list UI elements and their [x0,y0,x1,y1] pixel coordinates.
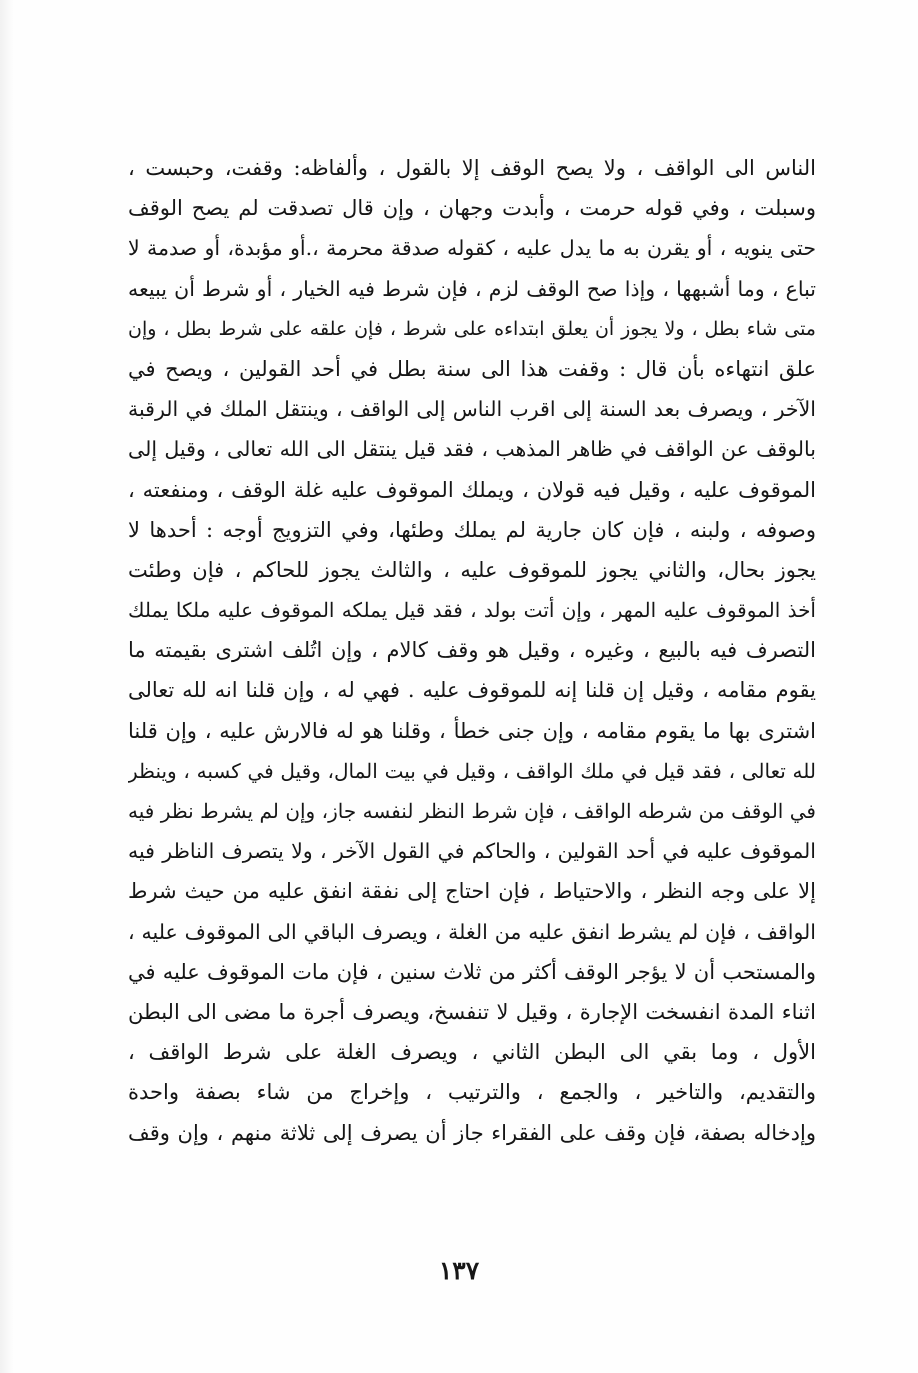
text-line: يقوم مقامه ، وقيل إن قلنا إنه للموقوف عليه . فهي له ، وإن قلنا انه لله تعالى [128,678,816,703]
text-line: اشترى بها ما يقوم مقامه ، وإن جنى خطأ ، وقلنا هو له فالارش عليه ، وإن قلنا [128,718,816,743]
text-line: أخذ الموقوف عليه المهر ، وإن أتت بولد ، فقد قيل يملكه الموقوف عليه ملكا يملك [128,598,816,623]
body-text [128,148,816,1153]
text-line: الموقوف عليه ، وقيل فيه قولان ، ويملك الموقوف عليه غلة الوقف ، ومنفعته ، [128,477,816,502]
page-edge-shadow [0,0,14,1373]
page-number: ١٣٧ [438,1256,480,1285]
text-line: الموقوف عليه في أحد القولين ، والحاكم في القول الآخر ، ولا يتصرف الناظر فيه [128,839,816,864]
text-line: حتى ينويه ، أو يقرن به ما يدل عليه ، كقوله صدقة محرمة ،.أو مؤبدة، أو صدمة لا [128,236,816,261]
text-line: الناس الى الواقف ، ولا يصح الوقف إلا بالقول ، وألفاظه: وقفت، وحبست ، [128,156,816,180]
text-line: التصرف فيه بالبيع ، وغيره ، وقيل هو وقف كالام ، وإن اتُلف اشترى بقيمته ما [128,638,816,663]
text-line: يجوز بحال، والثاني يجوز للموقوف عليه ، والثالث يجوز للحاكم ، فإن وطئت [128,557,816,582]
text-line: الأول ، وما بقي الى البطن الثاني ، ويصرف الغلة على شرط الواقف ، [128,1040,816,1065]
text-line: تباع ، وما أشبهها ، وإذا صح الوقف لزم ، فإن شرط فيه الخيار ، أو شرط أن يبيعه [128,276,816,301]
text-line: متى شاء بطل ، ولا يجوز أن يعلق ابتداءه على شرط ، فإن علقه على شرط بطل ، وإن [128,317,816,340]
text-line: علق انتهاءه بأن قال : وقفت هذا الى سنة بطل في أحد القولين ، ويصح في [128,356,816,381]
text-line: لله تعالى ، فقد قيل في ملك الواقف ، وقيل في بيت المال، وقيل في كسبه ، وينظر [128,758,816,783]
text-line: في الوقف من شرطه الواقف ، فإن شرط النظر لنفسه جاز، وإن لم يشرط نظر فيه [128,799,816,823]
text-line: الواقف ، فإن لم يشرط انفق عليه من الغلة ، ويصرف الباقي الى الموقوف عليه ، [128,919,816,944]
text-line: والتقديم، والتاخير ، والجمع ، والترتيب ، وإخراج من شاء بصفة واحدة [128,1080,816,1105]
text-line: اثناء المدة انفسخت الإجارة ، وقيل لا تنفسخ، ويصرف أجرة ما مضى الى البطن [128,999,816,1024]
text-line: إلا على وجه النظر ، والاحتياط ، فإن احتاج إلى نفقة انفق عليه من حيث شرط [128,879,816,904]
text-line: الآخر ، ويصرف بعد السنة إلى اقرب الناس إلى الواقف ، وينتقل الملك في الرقبة [128,397,816,422]
text-line: وإدخاله بصفة، فإن وقف على الفقراء جاز أن يصرف إلى ثلاثة منهم ، وإن وقف [128,1120,816,1145]
text-line: بالوقف عن الواقف في ظاهر المذهب ، فقد قيل ينتقل الى الله تعالى ، وقيل إلى [128,437,816,462]
text-line: وصوفه ، ولبنه ، فإن كان جارية لم يملك وطئها، وفي التزويج أوجه : أحدها لا [128,517,816,542]
text-line: وسبلت ، وفي قوله حرمت ، وأبدت وجهان ، وإن قال تصدقت لم يصح الوقف [128,196,816,221]
text-line: والمستحب أن لا يؤجر الوقف أكثر من ثلاث سنين ، فإن مات الموقوف عليه في [128,959,816,984]
